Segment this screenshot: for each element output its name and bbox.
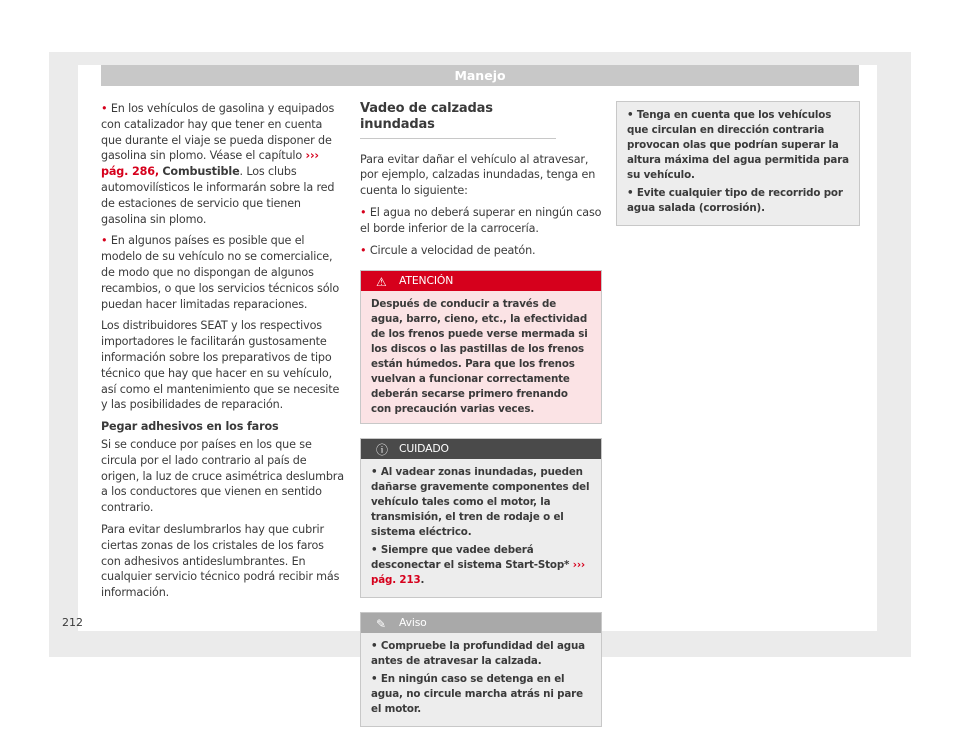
page-header: Manejo [101, 65, 859, 86]
bullet-icon: • [360, 205, 367, 219]
list-item: • Siempre que vadee deberá desconectar el sistema Start-Stop* ››› pág. 213. [371, 544, 586, 587]
caution-body [361, 459, 601, 597]
bullet-icon: • [101, 234, 108, 248]
list-item: • Circule a velocidad de peatón. [360, 243, 536, 257]
note-continuation-body [617, 102, 859, 225]
info-circle-icon: ⓘ [376, 443, 388, 458]
note-box [360, 612, 602, 727]
bullet-icon: • [101, 102, 108, 115]
bullet-icon: • [360, 243, 367, 257]
page-reference-link[interactable]: ››› pág. 286, [101, 149, 319, 179]
subheading: Pegar adhesivos en los faros [101, 420, 279, 434]
intro-text: Para evitar dañar el vehículo al atravesar, por ejemplo, calzadas inundadas, tenga en cuenta lo siguiente: [360, 152, 596, 198]
note-header: ✎ Aviso [361, 613, 601, 633]
caution-box [360, 438, 602, 598]
paragraph-parts: • En algunos países es posible que el modelo de su vehículo no se comercialice, de modo que no dispongan de algunos recambios, o que los servicios técnicos sólo puedan hacer limitadas reparaciones. [101, 234, 340, 311]
warning-text: Después de conducir a través de agua, barro, cieno, etc., la efectividad de los frenos puede verse mermada si los discos o las pastillas de los frenos están húmedos. Para que los frenos vuelvan a funcionar correctamente deberán secarse primero frenando con precaución varias veces. [361, 291, 601, 423]
paragraph-headlights: Si se conduce por países en los que se circula por el lado contrario al país de origen, la luz de cruce asimétrica deslumbra a los conductores que vienen en sentido contrario. [101, 437, 344, 515]
section-title: Vadeo de calzadas inundadas [360, 101, 556, 139]
left-column [101, 101, 346, 607]
list-item: • En ningún caso se detenga en el agua, no circule marcha atrás ni pare el motor. [371, 673, 583, 716]
page-number: 212 [62, 616, 83, 629]
list-item: • Evite cualquier tipo de recorrido por agua salada (corrosión). [627, 187, 843, 214]
list-item: • El agua no deberá superar en ningún caso el borde inferior de la carrocería. [360, 205, 602, 235]
warning-header: ⚠ ATENCIÓN [361, 271, 601, 291]
warning-box [360, 270, 602, 424]
warning-triangle-icon: ⚠ [376, 275, 387, 290]
list-item: • Al vadear zonas inundadas, pueden dañarse gravemente componentes del vehículo tales como el motor, la transmisión, el tren de rodaje o el sistema eléctrico. [371, 466, 590, 539]
list-item: • Compruebe la profundidad del agua antes de atravesar la calzada. [371, 640, 585, 668]
right-column [616, 101, 860, 226]
caution-header: ⓘ CUIDADO [361, 439, 601, 459]
paragraph-fuel: • En los vehículos de gasolina y equipados con catalizador hay que tener en cuenta que durante el viaje se pueda disponer de gasolina sin plomo. Véase el capítulo ››› pág. 286, Combustible. Los clubs automovilísticos le informarán sobre la red de estaciones de servicio que tienen gasolina sin plomo. [101, 102, 335, 226]
middle-column [360, 101, 602, 741]
list-item: • Tenga en cuenta que los vehículos que circulan en dirección contraria provocan olas que podrían superar la altura máxima del agua permitida para su vehículo. [627, 109, 849, 181]
note-icon: ✎ [376, 617, 386, 632]
note-body [361, 633, 601, 726]
paragraph-stickers: Para evitar deslumbrarlos hay que cubrir ciertas zonas de los cristales de los faros con adhesivos antideslumbrantes. En cualquier servicio técnico podrá recibir más información. [101, 522, 340, 600]
paragraph-dealers: Los distribuidores SEAT y los respectivos importadores le facilitarán gustosamente información sobre los preparativos de tipo técnico que hay que hacer en su vehículo, así como el mantenimiento que se necesite y las posibilidades de reparación. [101, 319, 340, 412]
note-continuation-box [616, 101, 860, 226]
page-reference-link[interactable]: ››› pág. 213 [371, 559, 586, 587]
